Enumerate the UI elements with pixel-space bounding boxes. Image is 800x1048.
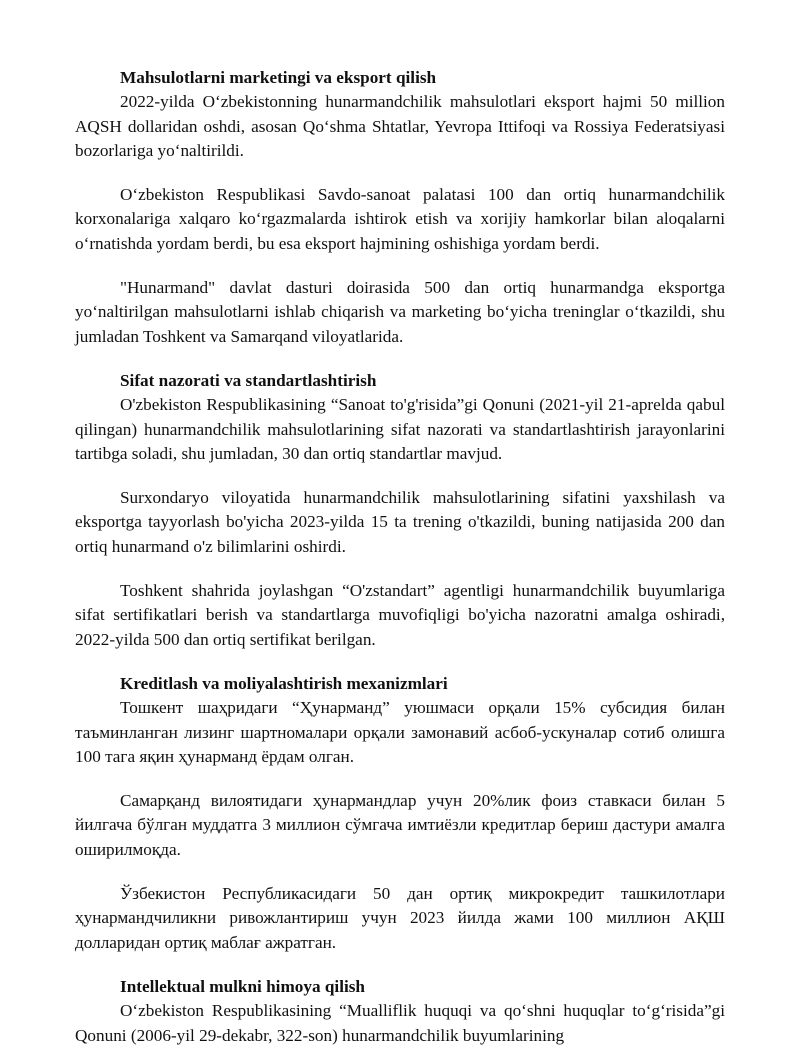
section-heading: Kreditlash va moliyalashtirish mexanizmlari (120, 673, 448, 693)
section-heading: Sifat nazorati va standartlashtirish (120, 370, 377, 390)
section-heading: Intellektual mulkni himoya qilish (120, 976, 365, 996)
section-intellectual-property (75, 975, 725, 1048)
paragraph: 2022-yilda O‘zbekistonning hunarmandchilik mahsulotlari eksport hajmi 50 million AQSH dollaridan oshdi, asosan Qo‘shma Shtatlar, Yevropa Ittifoqi va Rossiya Federatsiyasi bozorlariga yo‘naltirildi. (75, 92, 725, 160)
paragraph: Самарқанд вилоятидаги ҳунармандлар учун 20%лик фоиз ставкаси билан 5 йилгача бўлган муддатга 3 миллион сўмгача имтиёзли кредитлар бериш дастури амалга оширилмоқда. (75, 791, 725, 859)
paragraph: O'zbekiston Respublikasining “Sanoat to'g'risida”gi Qonuni (2021-yil 21-aprelda qabul qilingan) hunarmandchilik mahsulotlarining sifat nazorati va standartlashtirish jarayonlarini tartibga soladi, shu jumladan, 30 dan ortiq standartlar mavjud. (75, 395, 725, 463)
section-credit-finance (75, 672, 725, 955)
section-heading: Mahsulotlarni marketingi va eksport qilish (120, 68, 437, 87)
paragraph: Ўзбекистон Республикасидаги 50 дан ортиқ микрокредит ташкилотлари ҳунармандчиликни ривожлантириш учун 2023 йилда жами 100 миллион АҚШ долларидан ортиқ маблағ ажратган. (75, 884, 725, 952)
paragraph: Тошкент шаҳридаги “Ҳунарманд” уюшмаси орқали 15% субсидия билан таъминланган лизинг шартномалари орқали замонавий асбоб-ускуналар сотиб олишга 100 тага яқин ҳунарманд ёрдам олган. (75, 698, 725, 766)
section-quality-standards (75, 369, 725, 652)
paragraph: O‘zbekiston Respublikasi Savdo-sanoat palatasi 100 dan ortiq hunarmandchilik korxonalariga xalqaro ko‘rgazmalarda ishtirok etish va xorijiy hamkorlar bilan aloqalarni o‘rnatishda yordam berdi, bu esa eksport hajmining oshishiga yordam berdi. (75, 185, 725, 253)
paragraph: "Hunarmand" davlat dasturi doirasida 500 dan ortiq hunarmandga eksportga yo‘naltirilgan mahsulotlarni ishlab chiqarish va marketing bo‘yicha treninglar o‘tkazildi, shu jumladan Toshkent va Samarqand viloyatlarida. (75, 278, 725, 346)
section-marketing-export (75, 66, 725, 349)
paragraph: Toshkent shahrida joylashgan “O'zstandart” agentligi hunarmandchilik buyumlariga sifat sertifikatlari berish va standartlarga muvofiqligi bo'yicha nazoratni amalga oshiradi, 2022-yilda 500 dan ortiq sertifikat berilgan. (75, 581, 725, 649)
paragraph: O‘zbekiston Respublikasining “Mualliflik huquqi va qo‘shni huquqlar to‘g‘risida”gi Qonuni (2006-yil 29-dekabr, 322-son) hunarmandchilik buyumlarining (75, 1001, 725, 1045)
paragraph: Surxondaryo viloyatida hunarmandchilik mahsulotlarining sifatini yaxshilash va eksportga tayyorlash bo'yicha 2023-yilda 15 ta trening o'tkazildi, buning natijasida 200 dan ortiq hunarmand o'z bilimlarini oshirdi. (75, 488, 725, 556)
